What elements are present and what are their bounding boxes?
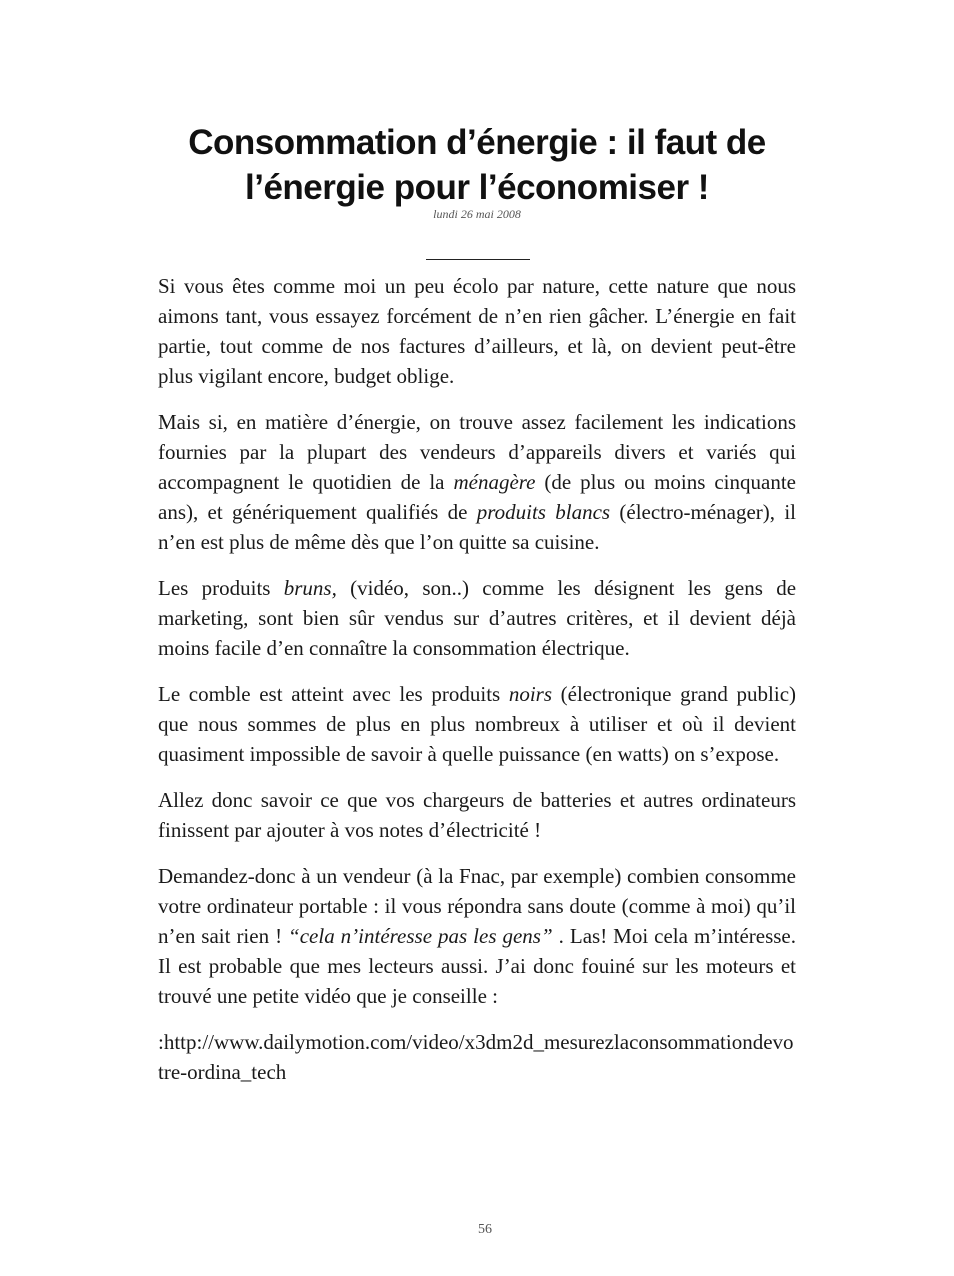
page-number: 56 xyxy=(478,1222,492,1237)
emphasis-quote: “cela n’intéresse pas les gens” xyxy=(288,924,553,948)
title-separator xyxy=(426,259,530,260)
emphasis-noirs: noirs xyxy=(508,682,553,706)
paragraph-1: Si vous êtes comme moi un peu écolo par nature, cette nature que nous aimons tant, vous essayez forcément de n’en rien gâcher. L’énergie en fait partie, tout comme de nos factures d’ailleurs, et là, on devient peut-être plus vigilant encore, budget oblige. xyxy=(158,274,796,388)
paragraph-2: Mais si, en matière d’énergie, on trouve assez facilement les indications fournies par la plupart des vendeurs d’appareils divers et variés qui accompagnent le quotidien de la ménagère (de plus ou moins cinquante ans), et génériquement qualifiés de produits blancs (électro-ménager), il n’en est plus de même dès que l’on quitte sa cuisine. xyxy=(158,410,796,554)
article-title-line-2: l’énergie pour l’économiser ! xyxy=(245,168,709,207)
emphasis-menagere: ménagère xyxy=(453,470,536,494)
paragraph-6: Demandez-donc à un vendeur (à la Fnac, par exemple) combien consomme votre ordinateur portable : il vous répondra sans doute (comme à moi) qu’il n’en sait rien ! “cela n’intéresse pas les gens” . Las! Moi cela m’intéresse. Il est probable que mes lecteurs aussi. J’ai donc fouiné sur les moteurs et trouvé une petite vidéo que je conseille : xyxy=(158,864,796,1008)
article-body xyxy=(158,271,796,1103)
paragraph-3: Les produits bruns, (vidéo, son..) comme les désignent les gens de marketing, sont bien sûr vendus sur d’autres critères, et il devient déjà moins facile d’en connaître la consommation électrique. xyxy=(158,576,797,660)
video-url: :http://www.dailymotion.com/video/x3dm2d_mesurezlaconsommationdevotre-ordina_tech xyxy=(158,1030,794,1084)
article-date: lundi 26 mai 2008 xyxy=(433,207,521,221)
article-title-line-1: Consommation d’énergie : il faut de xyxy=(188,123,766,162)
emphasis-produits-blancs: produits blancs xyxy=(476,500,611,524)
article-title xyxy=(150,120,804,210)
paragraph-5: Allez donc savoir ce que vos chargeurs de batteries et autres ordinateurs finissent par ajouter à vos notes d’électricité ! xyxy=(158,788,796,842)
paragraph-4: Le comble est atteint avec les produits noirs (électronique grand public) que nous sommes de plus en plus nombreux à utiliser et où il devient quasiment impossible de savoir à quelle puissance (en watts) on s’expose. xyxy=(158,682,797,766)
emphasis-bruns: bruns, xyxy=(283,576,337,600)
